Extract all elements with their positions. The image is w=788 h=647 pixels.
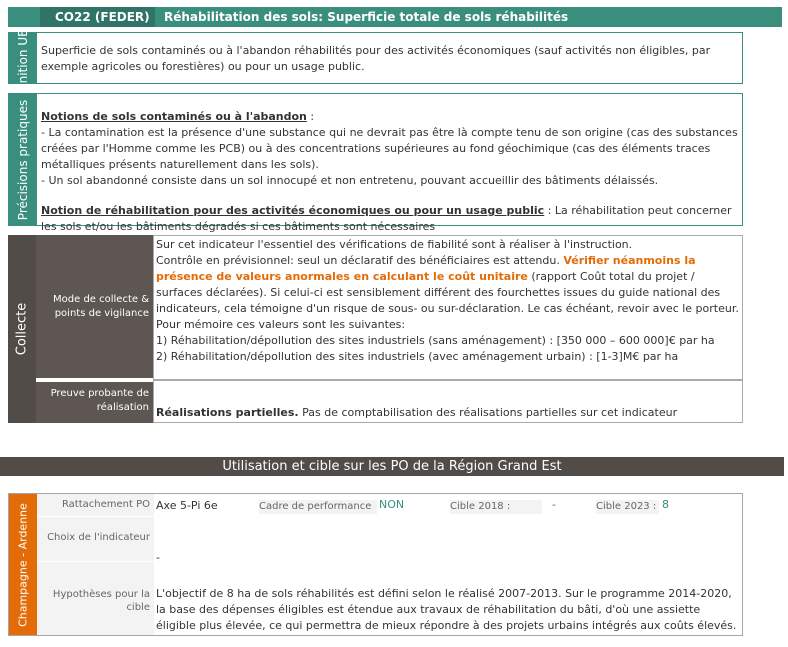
precisions-line-2: - Un sol abandonné consiste dans un sol innocupé et non entretenu, pouvant accueillir des bâtiments délaissés. [41, 174, 659, 187]
precisions-heading-2: Notion de réhabilitation pour des activités économiques ou pour un usage public : La réhabilitation peut concerner les sols et/ou les bâtiments dégradés si ces bâtiments sont nécessaires [41, 204, 732, 233]
axe-value: Axe 5-Pi 6e [156, 499, 218, 512]
collecte-section [8, 235, 743, 423]
cible-2018-label: Cible 2018 : [450, 500, 542, 514]
precisions-heading-1: Notions de sols contaminés ou à l'abandon : [41, 110, 315, 123]
vigilance-highlight: Vérifier néanmoins la présence de valeurs anormales en calculant le coût unitaire [156, 254, 696, 283]
collecte-mode-text: Sur cet indicateur l'essentiel des vérifications de fiabilité sont à réaliser à l'instruction. Contrôle en prévisionnel: seul un déclaratif des bénéficiaires est attendu. Vérifier néanmoins la présence de valeurs anormales en calculant le coût unitaire (rapport Coût total du projet / surfaces déclarées). Si celui-ci est sensiblement différent des fourchettes issues du guide national des indicateurs, cela témoigne d'un risque de sous- ou sur-déclaration. Le cas échéant, revoir avec le porteur. Pour mémoire ces valeurs sont les suivantes: 1) Réhabilitation/dépollution des sites industriels (sans aménagement) : [350 000 – 600 000]€ par ha 2) Réhabilitation/dépollution des sites industriels (avec aménagement urbain) : [1-3]M€ par ha [156, 238, 739, 363]
definition-side-label [9, 29, 37, 87]
collecte-side-label [8, 235, 36, 423]
hypotheses-label: Hypothèses pour la cible [37, 562, 154, 635]
utilisation-title-bar: Utilisation et cible sur les PO de la Région Grand Est [0, 457, 784, 476]
indicator-code: CO22 (FEDER) [40, 7, 155, 27]
precisions-side-label [9, 94, 37, 225]
collecte-side-text: Collecte [14, 302, 30, 356]
collecte-preuve-label: Preuve probante de réalisation [36, 382, 153, 423]
collecte-preuve-cell [153, 380, 743, 423]
champagne-ardenne-section [8, 493, 743, 636]
precisions-line-1: - La contamination est la présence d'une substance qui ne devrait pas être là compte tenu de son origine (cas des substances créées par l'Homme comme les PCB) ou à des concentrations supérieures au fond géochimique (cas des éléments traces métalliques présents naturellement dans les sols). [41, 126, 738, 171]
cible-2023-label: Cible 2023 : [596, 500, 659, 514]
cadre-performance-label: Cadre de performance [259, 500, 377, 514]
indicator-title: Réhabilitation des sols: Superficie totale de sols réhabilités [164, 10, 569, 24]
cible-2023-value: 8 [662, 498, 669, 511]
collecte-mode-label: Mode de collecte & points de vigilance [36, 235, 153, 378]
choix-value: - [156, 551, 160, 564]
choix-label: Choix de l'indicateur [37, 517, 154, 561]
indicator-header [8, 7, 782, 27]
collecte-mode-cell [153, 235, 743, 380]
collecte-preuve-text: Réalisations partielles. Pas de comptabilisation des réalisations partielles sur cet indicateur [156, 406, 678, 419]
precisions-text[interactable] [41, 109, 741, 233]
precisions-side-text: Précisions pratiques [16, 99, 30, 220]
hypotheses-text: L'objectif de 8 ha de sols réhabilités est défini selon le réalisé 2007-2013. Sur le programme 2014-2020, la base des dépenses éligibles est étendue aux travaux de réhabilitation du bâti, d'où une assiette éligible plus élevée, ce qui permettra de mieux répondre à des projets urbains intégrés aux coûts élevés. [156, 587, 737, 632]
definition-text: Superficie de sols contaminés ou à l'abandon réhabilités pour des activités économiques (sauf activités non éligibles, par exemple agricoles ou forestières) ou pour un usage public. [41, 44, 711, 73]
definition-side-text: inition UE [16, 29, 30, 87]
cadre-performance-value: NON [379, 498, 405, 511]
precisions-section [8, 93, 743, 233]
cible-2018-value: - [552, 498, 556, 511]
rattachement-label: Rattachement PO [37, 494, 154, 516]
champagne-ardenne-side-text: Champagne - Ardenne [16, 502, 30, 627]
definition-section [8, 29, 743, 87]
champagne-ardenne-side-label [9, 494, 37, 635]
